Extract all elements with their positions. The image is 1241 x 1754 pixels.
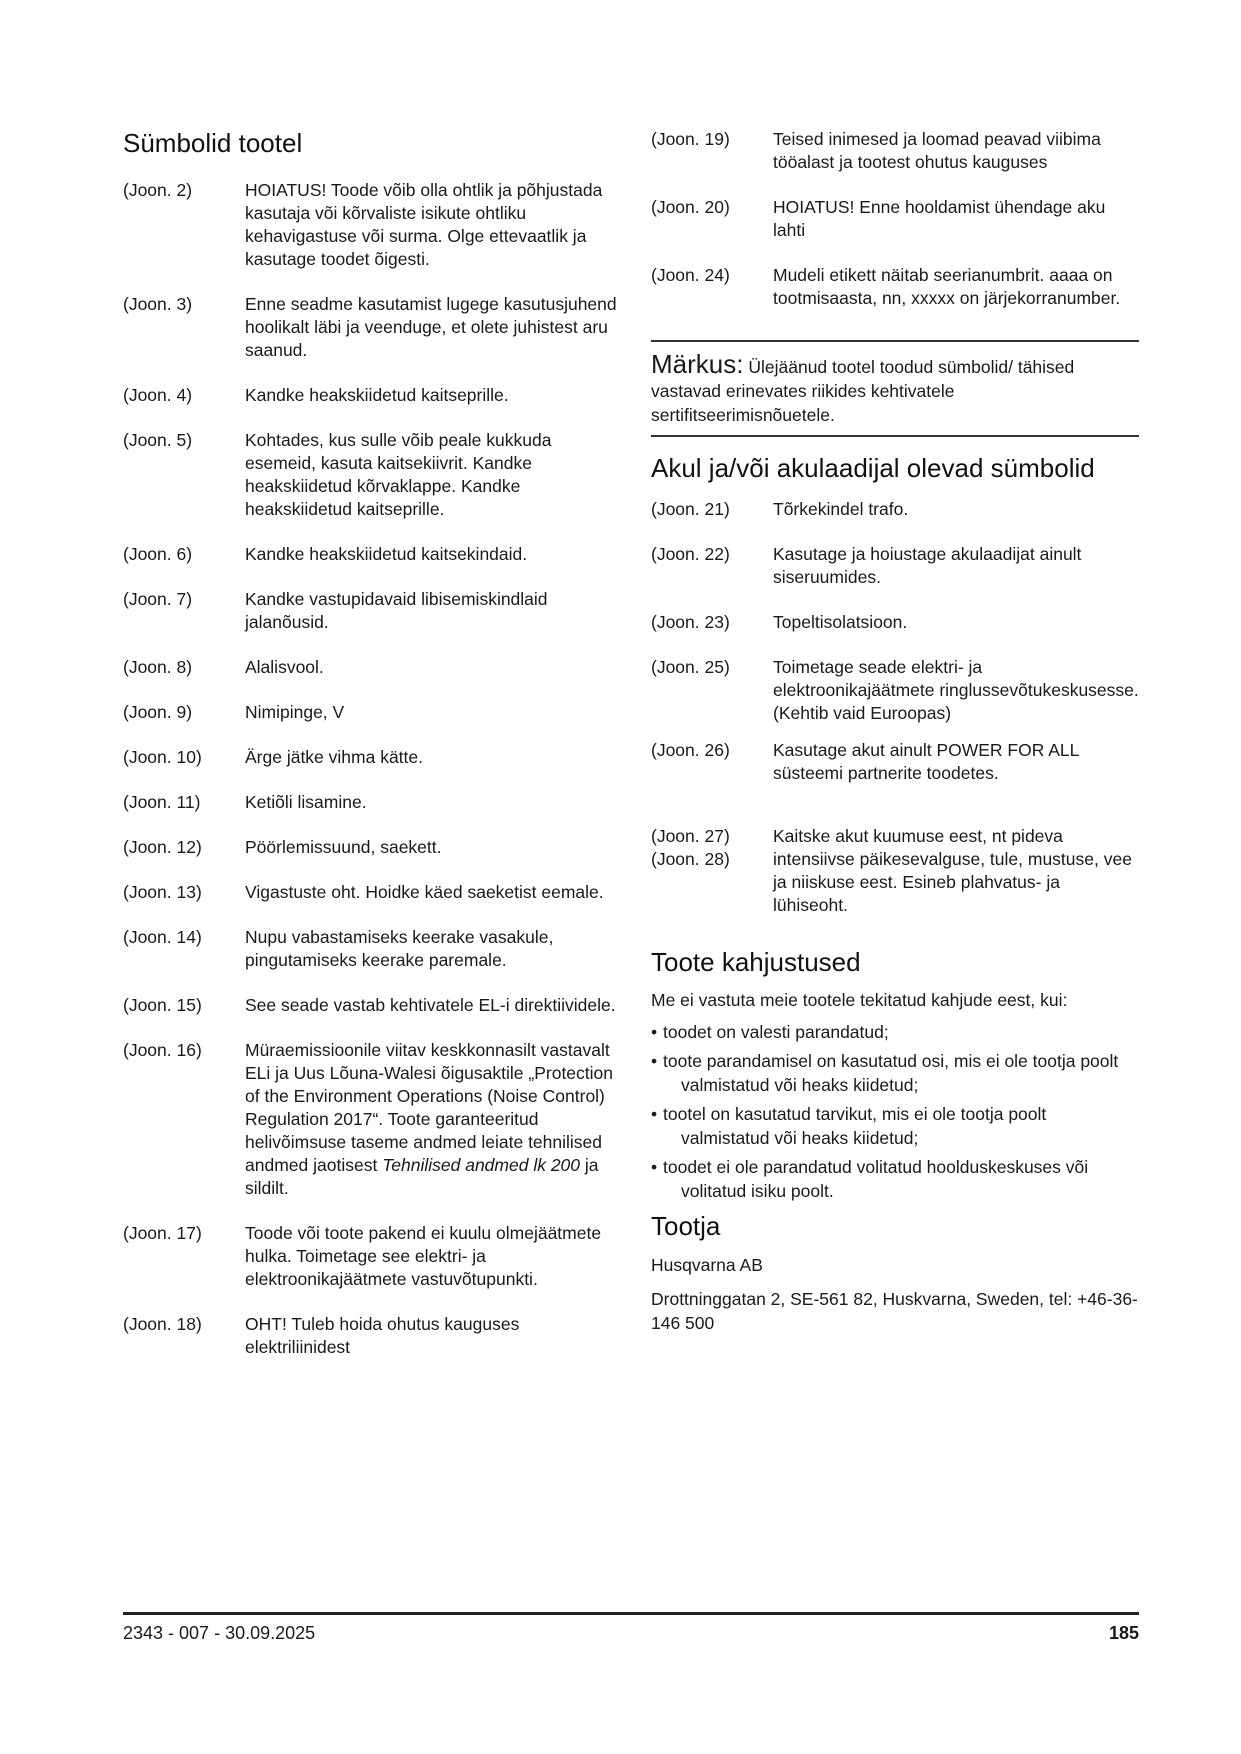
symbol-description: HOIATUS! Toode võib olla ohtlik ja põhjustada kasutaja või kõrvaliste isikute ohtliku kehavigastuse või surma. Olge ettevaatlik ja kasutage toodet õigesti. xyxy=(245,180,603,270)
figure-ref: (Joon. 8) xyxy=(123,657,193,678)
right-column xyxy=(651,128,1139,1335)
symbol-description: Nimipinge, V xyxy=(245,702,345,723)
symbol-row xyxy=(651,825,1139,917)
symbol-row xyxy=(123,1313,623,1359)
symbol-row xyxy=(123,994,623,1017)
symbol-description: Nupu vabastamiseks keerake vasakule, pingutamiseks keerake paremale. xyxy=(245,927,554,971)
figure-ref: (Joon. 18) xyxy=(123,1314,202,1335)
symbol-row xyxy=(123,543,623,566)
symbol-row xyxy=(123,926,623,972)
section-title-manufacturer: Tootja xyxy=(651,1211,721,1242)
symbol-description: Enne seadme kasutamist lugege kasutusjuhend hoolikalt läbi ja veenduge, et olete juhistest aru saanud. xyxy=(245,294,617,361)
symbol-description: Ketiõli lisamine. xyxy=(245,792,367,813)
symbol-description: Vigastuste oht. Hoidke käed saeketist eemale. xyxy=(245,882,604,903)
figure-ref: (Joon. 13) xyxy=(123,882,202,903)
symbol-row xyxy=(123,1039,623,1200)
symbol-description: HOIATUS! Enne hooldamist ühendage aku lahti xyxy=(773,197,1106,240)
figure-ref: (Joon. 10) xyxy=(123,747,202,768)
symbol-row xyxy=(123,384,623,407)
document-code: 2343 - 007 - 30.09.2025 xyxy=(123,1623,316,1643)
figure-ref-pair: (Joon. 27) (Joon. 28) xyxy=(651,826,730,870)
symbol-row xyxy=(123,588,623,634)
symbol-row xyxy=(651,543,1139,589)
figure-ref: (Joon. 14) xyxy=(123,927,202,948)
symbol-description: Pöörlemissuund, saekett. xyxy=(245,837,442,858)
figure-ref: (Joon. 12) xyxy=(123,837,202,858)
section-title-symbols: Sümbolid tootel xyxy=(123,128,303,158)
page-footer xyxy=(123,1612,1139,1644)
page-number: 185 xyxy=(1108,1623,1139,1643)
symbol-description: Kaitske akut kuumuse eest, nt pideva intensiivse päikesevalguse, tule, mustuse, vee ja niiskuse eest. Esineb plahvatus- ja lühiseoht. xyxy=(773,826,1132,916)
figure-ref: (Joon. 6) xyxy=(123,544,193,565)
figure-ref: (Joon. 20) xyxy=(651,197,730,217)
symbol-row xyxy=(123,1222,623,1291)
symbol-description: Topeltisolatsioon. xyxy=(773,612,908,633)
symbol-description: Kandke heakskiidetud kaitseprille. xyxy=(245,385,509,406)
figure-ref: (Joon. 9) xyxy=(123,702,193,723)
symbol-description: Kandke heakskiidetud kaitsekindaid. xyxy=(245,544,528,565)
list-item: • toodet ei ole parandatud volitatud hoolduskeskuses või volitatud isiku poolt. xyxy=(651,1157,1089,1202)
symbol-description: Kasutage akut ainult POWER FOR ALL süsteemi partnerite toodetes. xyxy=(773,740,1079,784)
symbol-description: See seade vastab kehtivatele EL-i direktiividele. xyxy=(245,995,616,1016)
symbol-row xyxy=(123,746,623,769)
symbol-row xyxy=(123,429,623,521)
figure-ref: (Joon. 11) xyxy=(123,792,201,813)
section-title-damage: Toote kahjustused xyxy=(651,947,861,978)
figure-ref: (Joon. 17) xyxy=(123,1223,202,1244)
symbol-row xyxy=(123,656,623,679)
figure-ref: (Joon. 19) xyxy=(651,129,730,149)
figure-ref: (Joon. 5) xyxy=(123,430,193,451)
symbol-row xyxy=(651,498,1139,521)
symbol-description: Toimetage seade elektri- ja elektroonikajäätmete ringlussevõtukeskusesse. (Kehtib vaid Euroopas) xyxy=(773,657,1139,724)
symbol-row xyxy=(123,836,623,859)
figure-ref: (Joon. 2) xyxy=(123,180,193,201)
symbol-description: Kohtades, kus sulle võib peale kukkuda esemeid, kasuta kaitsekiivrit. Kandke heakskiidetud kõrvaklappe. Kandke heakskiidetud kaitseprille. xyxy=(245,430,552,520)
figure-ref: (Joon. 22) xyxy=(651,544,730,565)
symbol-description: Mudeli etikett näitab seerianumbrit. aaaa on tootmisaasta, nn, xxxxx on järjekorranumber. xyxy=(773,265,1121,308)
symbol-description: OHT! Tuleb hoida ohutus kauguses elektriliinidest xyxy=(245,1314,520,1358)
symbol-description: Teised inimesed ja loomad peavad viibima tööalast ja tootest ohutus kauguses xyxy=(773,129,1101,172)
symbol-row xyxy=(123,701,623,724)
figure-ref: (Joon. 4) xyxy=(123,385,193,406)
figure-ref: (Joon. 24) xyxy=(651,265,730,285)
list-item: • toote parandamisel on kasutatud osi, mis ei ole tootja poolt valmistatud või heaks kiidetud; xyxy=(651,1051,1119,1096)
list-item: • toodet on valesti parandatud; xyxy=(651,1022,889,1043)
symbol-row xyxy=(123,179,623,271)
figure-ref: (Joon. 26) xyxy=(651,740,730,761)
symbol-row xyxy=(123,293,623,362)
manufacturer-name: Husqvarna AB xyxy=(651,1254,763,1275)
figure-ref: (Joon. 15) xyxy=(123,995,202,1016)
list-item: • tootel on kasutatud tarvikut, mis ei ole tootja poolt valmistatud või heaks kiidetud; xyxy=(651,1104,1047,1149)
figure-ref: (Joon. 16) xyxy=(123,1040,202,1061)
symbol-description: Toode või toote pakend ei kuulu olmejäätmete hulka. Toimetage see elektri- ja elektroonikajäätmete vastuvõtupunkti. xyxy=(245,1223,602,1290)
symbol-row xyxy=(651,196,1139,242)
note-box xyxy=(651,340,1139,437)
damage-intro: Me ei vastuta meie tootele tekitatud kahjude eest, kui: xyxy=(651,990,1068,1011)
note-label: Märkus: xyxy=(651,349,744,379)
left-column xyxy=(123,128,623,1359)
symbol-row xyxy=(651,264,1139,310)
symbol-description: Kasutage ja hoiustage akulaadijat ainult siseruumides. xyxy=(773,544,1082,588)
symbol-description: Kandke vastupidavaid libisemiskindlaid jalanõusid. xyxy=(245,589,548,633)
symbol-row xyxy=(123,881,623,904)
symbol-description: Ärge jätke vihma kätte. xyxy=(245,747,423,768)
damage-list xyxy=(651,1020,1139,1203)
figure-ref: (Joon. 7) xyxy=(123,589,193,610)
symbol-description: Alalisvool. xyxy=(245,657,324,678)
figure-ref: (Joon. 23) xyxy=(651,612,730,633)
figure-ref: (Joon. 21) xyxy=(651,499,730,520)
symbol-description: Müraemissioonile viitav keskkonnasilt vastavalt ELi ja Uus Lõuna-Walesi õigusaktile „Protection of the Environment Operations (Noise Control) Regulation 2017“. Toote garanteeritud helivõimsuse taseme andmed leiate tehnilised andmed jaotisest Tehnilised andmed lk 200 ja sildilt. xyxy=(245,1040,614,1199)
symbol-row xyxy=(123,791,623,814)
cross-reference-link[interactable]: Tehnilised andmed lk 200 xyxy=(382,1155,581,1176)
symbol-row xyxy=(651,739,1139,785)
note-text: Ülejäänud tootel toodud sümbolid/ tähised vastavad erinevates riikides kehtivatele sertifitseerimisnõuetele. xyxy=(651,357,1075,425)
manufacturer-address: Drottninggatan 2, SE-561 82, Huskvarna, Sweden, tel: +46-36-146 500 xyxy=(651,1288,1138,1333)
symbol-row xyxy=(651,656,1139,725)
symbol-row xyxy=(651,128,1139,174)
figure-ref: (Joon. 25) xyxy=(651,657,730,678)
symbol-description: Tõrkekindel trafo. xyxy=(773,499,909,520)
symbol-row xyxy=(651,611,1139,634)
figure-ref: (Joon. 3) xyxy=(123,294,193,315)
section-title-battery: Akul ja/või akulaadijal olevad sümbolid xyxy=(651,453,1095,483)
